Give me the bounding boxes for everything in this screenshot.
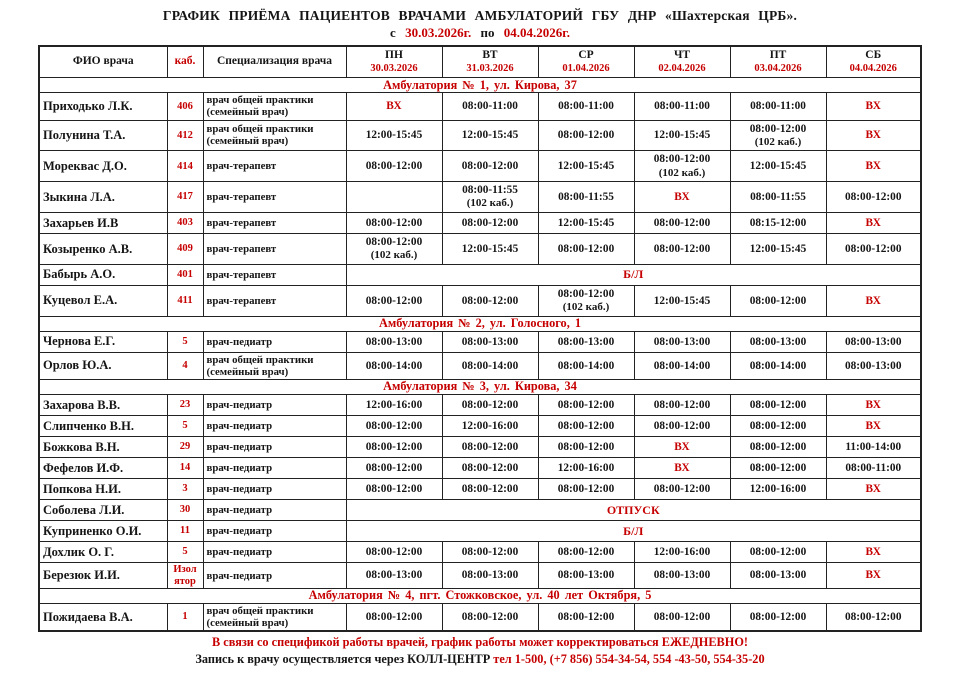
table-row — [39, 458, 921, 479]
schedule-cell: 08:00-12:00 — [826, 234, 921, 265]
schedule-room-note: (102 каб.) — [754, 135, 802, 148]
doctor-name-cell: Божкова В.Н. — [39, 437, 167, 458]
section-row — [39, 589, 921, 604]
spec-cell: врач общей практики (семейный врач) — [203, 120, 346, 151]
day-name: СР — [578, 49, 594, 61]
schedule-cell: 08:00-12:00 — [634, 416, 730, 437]
schedule-cell: 08:00-12:00 — [346, 479, 442, 500]
room-cell: 414 — [167, 151, 203, 182]
room-cell: 1 — [167, 604, 203, 632]
schedule-cell: 08:00-14:00 — [634, 352, 730, 379]
date-from: 30.03.2026г. — [405, 25, 472, 40]
room-cell: 409 — [167, 234, 203, 265]
schedule-cell: 08:00-11:55 — [538, 182, 634, 213]
schedule-cell: 08:00-14:00 — [730, 352, 826, 379]
spec-cell: врач-педиатр — [203, 563, 346, 589]
schedule-cell: 08:00-12:00 — [442, 437, 538, 458]
schedule-cell: 08:00-12:00 — [730, 285, 826, 316]
table-row — [39, 352, 921, 379]
doctor-name-cell: Попкова Н.И. — [39, 479, 167, 500]
schedule-cell: 08:15-12:00 — [730, 213, 826, 234]
day-name: ВТ — [482, 49, 498, 61]
schedule-table-body — [39, 78, 921, 631]
schedule-cell: 12:00-16:00 — [538, 458, 634, 479]
room-cell: 406 — [167, 93, 203, 120]
spec-cell: врач-педиатр — [203, 500, 346, 521]
schedule-cell: ВХ — [826, 479, 921, 500]
schedule-cell: 08:00-11:55 — [730, 182, 826, 213]
schedule-room-note: (102 каб.) — [466, 197, 514, 210]
spec-cell: врач-педиатр — [203, 521, 346, 542]
schedule-cell: 08:00-12:00 — [826, 604, 921, 632]
schedule-cell: 12:00-15:45 — [730, 151, 826, 182]
schedule-cell: ВХ — [826, 395, 921, 416]
spec-cell: врач общей практики (семейный врач) — [203, 352, 346, 379]
footer-callcenter — [0, 651, 960, 668]
section-header: Амбулатория № 4, пгт. Стожковское, ул. 40 лет Октября, 5 — [39, 589, 921, 604]
column-header-day-1 — [346, 46, 442, 78]
schedule-cell: 08:00-13:00 — [538, 563, 634, 589]
schedule-cell: 08:00-12:00 — [346, 604, 442, 632]
schedule-time: 08:00-12:00 — [653, 153, 711, 166]
schedule-cell: 08:00-11:00 — [442, 93, 538, 120]
doctor-name-cell: Полунина Т.А. — [39, 120, 167, 151]
schedule-cell — [346, 182, 442, 213]
column-header-day-3 — [538, 46, 634, 78]
doctor-name-cell: Куприненко О.И. — [39, 521, 167, 542]
schedule-cell: 08:00-12:00 — [442, 479, 538, 500]
doctor-name-cell: Захарова В.В. — [39, 395, 167, 416]
doctor-name-cell: Пожидаева В.А. — [39, 604, 167, 632]
table-row — [39, 120, 921, 151]
schedule-cell — [346, 234, 442, 265]
schedule-cell: 08:00-12:00 — [538, 416, 634, 437]
day-date: 02.04.2026 — [658, 62, 706, 74]
schedule-cell: 08:00-12:00 — [634, 479, 730, 500]
room-cell: Изол ятор — [167, 563, 203, 589]
schedule-cell: 08:00-12:00 — [730, 437, 826, 458]
table-row — [39, 285, 921, 316]
schedule-cell: 08:00-12:00 — [442, 213, 538, 234]
schedule-cell: ВХ — [826, 563, 921, 589]
schedule-cell — [538, 285, 634, 316]
day-date: 30.03.2026 — [370, 62, 418, 74]
status-cell: ОТПУСК — [346, 500, 921, 521]
spec-cell: врач-педиатр — [203, 458, 346, 479]
schedule-cell: 08:00-12:00 — [442, 285, 538, 316]
schedule-cell: 08:00-13:00 — [442, 563, 538, 589]
schedule-cell: 12:00-16:00 — [442, 416, 538, 437]
table-row — [39, 500, 921, 521]
doctor-name-cell: Дохлик О. Г. — [39, 542, 167, 563]
day-date: 01.04.2026 — [562, 62, 610, 74]
schedule-cell: 08:00-12:00 — [346, 542, 442, 563]
table-row — [39, 213, 921, 234]
schedule-cell: 08:00-12:00 — [538, 437, 634, 458]
schedule-cell: 08:00-13:00 — [442, 331, 538, 352]
table-row — [39, 416, 921, 437]
schedule-cell: 08:00-12:00 — [538, 542, 634, 563]
table-row — [39, 479, 921, 500]
schedule-cell: 12:00-16:00 — [346, 395, 442, 416]
room-cell: 23 — [167, 395, 203, 416]
schedule-cell: ВХ — [346, 93, 442, 120]
doctor-name-cell: Захарьев И.В — [39, 213, 167, 234]
doctor-name-cell: Березюк И.И. — [39, 563, 167, 589]
schedule-time: 08:00-11:55 — [462, 184, 518, 197]
footer-phone-numbers: тел 1-500, (+7 856) 554-34-54, 554 -43-50, 554-35-20 — [493, 652, 765, 667]
room-cell: 3 — [167, 479, 203, 500]
schedule-cell: 08:00-12:00 — [730, 416, 826, 437]
schedule-time: 08:00-12:00 — [557, 287, 615, 300]
day-name: ЧТ — [673, 49, 691, 61]
footer-warning: В связи со спецификой работы врачей, график работы может корректироваться ЕЖЕДНЕВНО! — [212, 635, 748, 650]
schedule-cell: 12:00-15:45 — [730, 234, 826, 265]
schedule-cell: 08:00-12:00 — [442, 151, 538, 182]
schedule-cell: 08:00-13:00 — [634, 563, 730, 589]
schedule-cell: 08:00-13:00 — [826, 331, 921, 352]
schedule-cell: 08:00-13:00 — [346, 563, 442, 589]
section-row — [39, 316, 921, 331]
spec-cell: врач-педиатр — [203, 331, 346, 352]
doctor-name-cell: Слипченко В.Н. — [39, 416, 167, 437]
schedule-cell: ВХ — [826, 151, 921, 182]
status-cell: Б/Л — [346, 264, 921, 285]
room-cell: 14 — [167, 458, 203, 479]
doctor-name-cell: Орлов Ю.А. — [39, 352, 167, 379]
spec-cell: врач-педиатр — [203, 395, 346, 416]
schedule-cell: 08:00-14:00 — [442, 352, 538, 379]
schedule-cell: 08:00-12:00 — [538, 479, 634, 500]
schedule-cell: 08:00-12:00 — [730, 458, 826, 479]
section-header: Амбулатория № 3, ул. Кирова, 34 — [39, 380, 921, 395]
spec-cell: врач-терапевт — [203, 182, 346, 213]
doctor-name-cell: Чернова Е.Г. — [39, 331, 167, 352]
doctor-name-cell: Козыренко А.В. — [39, 234, 167, 265]
doctor-name-cell: Бабырь А.О. — [39, 264, 167, 285]
column-header-name: ФИО врача — [39, 46, 167, 78]
section-row — [39, 380, 921, 395]
doctor-name-cell: Мореквас Д.О. — [39, 151, 167, 182]
schedule-cell: 08:00-12:00 — [730, 395, 826, 416]
date-range — [0, 25, 960, 41]
schedule-cell: ВХ — [826, 285, 921, 316]
table-row — [39, 93, 921, 120]
schedule-cell — [730, 120, 826, 151]
schedule-table-head — [39, 46, 921, 78]
table-row — [39, 234, 921, 265]
schedule-cell: 08:00-12:00 — [826, 182, 921, 213]
table-row — [39, 563, 921, 589]
day-name: ПН — [385, 49, 403, 61]
table-row — [39, 437, 921, 458]
schedule-cell: 08:00-12:00 — [346, 458, 442, 479]
schedule-cell: 08:00-12:00 — [442, 604, 538, 632]
column-header-day-5 — [730, 46, 826, 78]
date-range-mid: по — [480, 25, 495, 40]
column-header-day-6 — [826, 46, 921, 78]
schedule-cell: 08:00-13:00 — [730, 331, 826, 352]
schedule-cell: ВХ — [634, 458, 730, 479]
schedule-cell: ВХ — [634, 437, 730, 458]
schedule-cell: 12:00-16:00 — [730, 479, 826, 500]
spec-cell: врач-терапевт — [203, 151, 346, 182]
section-header: Амбулатория № 2, ул. Голосного, 1 — [39, 316, 921, 331]
status-cell: Б/Л — [346, 521, 921, 542]
schedule-cell — [442, 182, 538, 213]
room-cell: 5 — [167, 416, 203, 437]
schedule-cell: 08:00-13:00 — [538, 331, 634, 352]
schedule-cell: 08:00-13:00 — [826, 352, 921, 379]
schedule-cell: ВХ — [826, 213, 921, 234]
schedule-cell: 08:00-12:00 — [442, 542, 538, 563]
schedule-cell: 08:00-13:00 — [634, 331, 730, 352]
table-row — [39, 264, 921, 285]
schedule-cell: 08:00-11:00 — [538, 93, 634, 120]
day-date: 03.04.2026 — [754, 62, 802, 74]
schedule-cell: 11:00-14:00 — [826, 437, 921, 458]
doctor-name-cell: Куцевол Е.А. — [39, 285, 167, 316]
table-row — [39, 151, 921, 182]
room-cell: 403 — [167, 213, 203, 234]
table-row — [39, 182, 921, 213]
schedule-cell: 08:00-13:00 — [730, 563, 826, 589]
schedule-cell: 08:00-13:00 — [346, 331, 442, 352]
schedule-room-note: (102 каб.) — [562, 301, 610, 314]
page-title: ГРАФИК ПРИЁМА ПАЦИЕНТОВ ВРАЧАМИ АМБУЛАТОРИЙ ГБУ ДНР «Шахтерская ЦРБ». — [162, 8, 798, 23]
schedule-cell: 12:00-15:45 — [346, 120, 442, 151]
section-row — [39, 78, 921, 93]
room-cell: 30 — [167, 500, 203, 521]
room-cell: 5 — [167, 331, 203, 352]
schedule-cell: 12:00-15:45 — [538, 151, 634, 182]
schedule-cell: 12:00-15:45 — [634, 285, 730, 316]
schedule-cell — [634, 151, 730, 182]
schedule-cell: 08:00-14:00 — [538, 352, 634, 379]
schedule-cell: 08:00-14:00 — [346, 352, 442, 379]
table-row — [39, 521, 921, 542]
room-cell: 412 — [167, 120, 203, 151]
day-name: СБ — [865, 49, 882, 61]
room-cell: 29 — [167, 437, 203, 458]
schedule-cell: 12:00-15:45 — [442, 234, 538, 265]
schedule-cell: 08:00-12:00 — [634, 395, 730, 416]
spec-cell: врач-педиатр — [203, 437, 346, 458]
schedule-room-note: (102 каб.) — [370, 249, 418, 262]
spec-cell: врач-терапевт — [203, 264, 346, 285]
room-cell: 4 — [167, 352, 203, 379]
room-cell: 417 — [167, 182, 203, 213]
section-header: Амбулатория № 1, ул. Кирова, 37 — [39, 78, 921, 93]
spec-cell: врач-терапевт — [203, 213, 346, 234]
schedule-cell: 12:00-16:00 — [634, 542, 730, 563]
table-row — [39, 395, 921, 416]
schedule-cell: 08:00-12:00 — [346, 285, 442, 316]
schedule-cell: 08:00-12:00 — [346, 416, 442, 437]
doctor-name-cell: Соболева Л.И. — [39, 500, 167, 521]
schedule-cell: 08:00-12:00 — [634, 604, 730, 632]
schedule-cell: 08:00-12:00 — [442, 395, 538, 416]
schedule-table — [38, 45, 922, 632]
spec-cell: врач-терапевт — [203, 285, 346, 316]
doctor-name-cell: Приходько Л.К. — [39, 93, 167, 120]
column-header-day-2 — [442, 46, 538, 78]
room-cell: 5 — [167, 542, 203, 563]
schedule-time: 08:00-12:00 — [749, 122, 807, 135]
schedule-cell: ВХ — [634, 182, 730, 213]
spec-cell: врач-педиатр — [203, 542, 346, 563]
header-row — [39, 46, 921, 78]
table-row — [39, 604, 921, 632]
column-header-day-4 — [634, 46, 730, 78]
schedule-cell: ВХ — [826, 120, 921, 151]
schedule-cell: 08:00-12:00 — [346, 437, 442, 458]
room-cell: 411 — [167, 285, 203, 316]
schedule-cell: 12:00-15:45 — [634, 120, 730, 151]
schedule-cell: 08:00-12:00 — [634, 234, 730, 265]
spec-cell: врач-терапевт — [203, 234, 346, 265]
date-range-prefix: с — [390, 25, 396, 40]
room-cell: 11 — [167, 521, 203, 542]
doctor-name-cell: Фефелов И.Ф. — [39, 458, 167, 479]
schedule-cell: 08:00-12:00 — [538, 120, 634, 151]
schedule-cell: 08:00-11:00 — [826, 458, 921, 479]
schedule-cell: 12:00-15:45 — [538, 213, 634, 234]
schedule-cell: ВХ — [826, 542, 921, 563]
day-name: ПТ — [769, 49, 787, 61]
table-row — [39, 542, 921, 563]
spec-cell: врач общей практики (семейный врач) — [203, 93, 346, 120]
footer-callcenter-text: Запись к врачу осуществляется через КОЛЛ-ЦЕНТР — [195, 652, 491, 667]
schedule-cell: ВХ — [826, 416, 921, 437]
schedule-cell: 08:00-11:00 — [634, 93, 730, 120]
schedule-cell: 08:00-12:00 — [346, 213, 442, 234]
schedule-cell: 08:00-12:00 — [538, 395, 634, 416]
schedule-cell: 08:00-12:00 — [538, 604, 634, 632]
day-date: 04.04.2026 — [849, 62, 897, 74]
schedule-cell: 08:00-12:00 — [538, 234, 634, 265]
schedule-cell: ВХ — [826, 93, 921, 120]
spec-cell: врач-педиатр — [203, 479, 346, 500]
date-to: 04.04.2026г. — [503, 25, 570, 40]
footer-notes — [0, 635, 960, 668]
schedule-cell: 08:00-12:00 — [442, 458, 538, 479]
doctor-name-cell: Зыкина Л.А. — [39, 182, 167, 213]
table-row — [39, 331, 921, 352]
schedule-cell: 08:00-12:00 — [346, 151, 442, 182]
room-cell: 401 — [167, 264, 203, 285]
schedule-room-note: (102 каб.) — [658, 166, 706, 179]
schedule-cell: 08:00-12:00 — [730, 542, 826, 563]
schedule-time: 08:00-12:00 — [365, 236, 423, 249]
schedule-cell: 12:00-15:45 — [442, 120, 538, 151]
spec-cell: врач общей практики (семейный врач) — [203, 604, 346, 632]
schedule-cell: 08:00-12:00 — [634, 213, 730, 234]
spec-cell: врач-педиатр — [203, 416, 346, 437]
schedule-cell: 08:00-12:00 — [730, 604, 826, 632]
day-date: 31.03.2026 — [466, 62, 514, 74]
schedule-cell: 08:00-11:00 — [730, 93, 826, 120]
column-header-room: каб. — [167, 46, 203, 78]
column-header-spec: Специализация врача — [203, 46, 346, 78]
